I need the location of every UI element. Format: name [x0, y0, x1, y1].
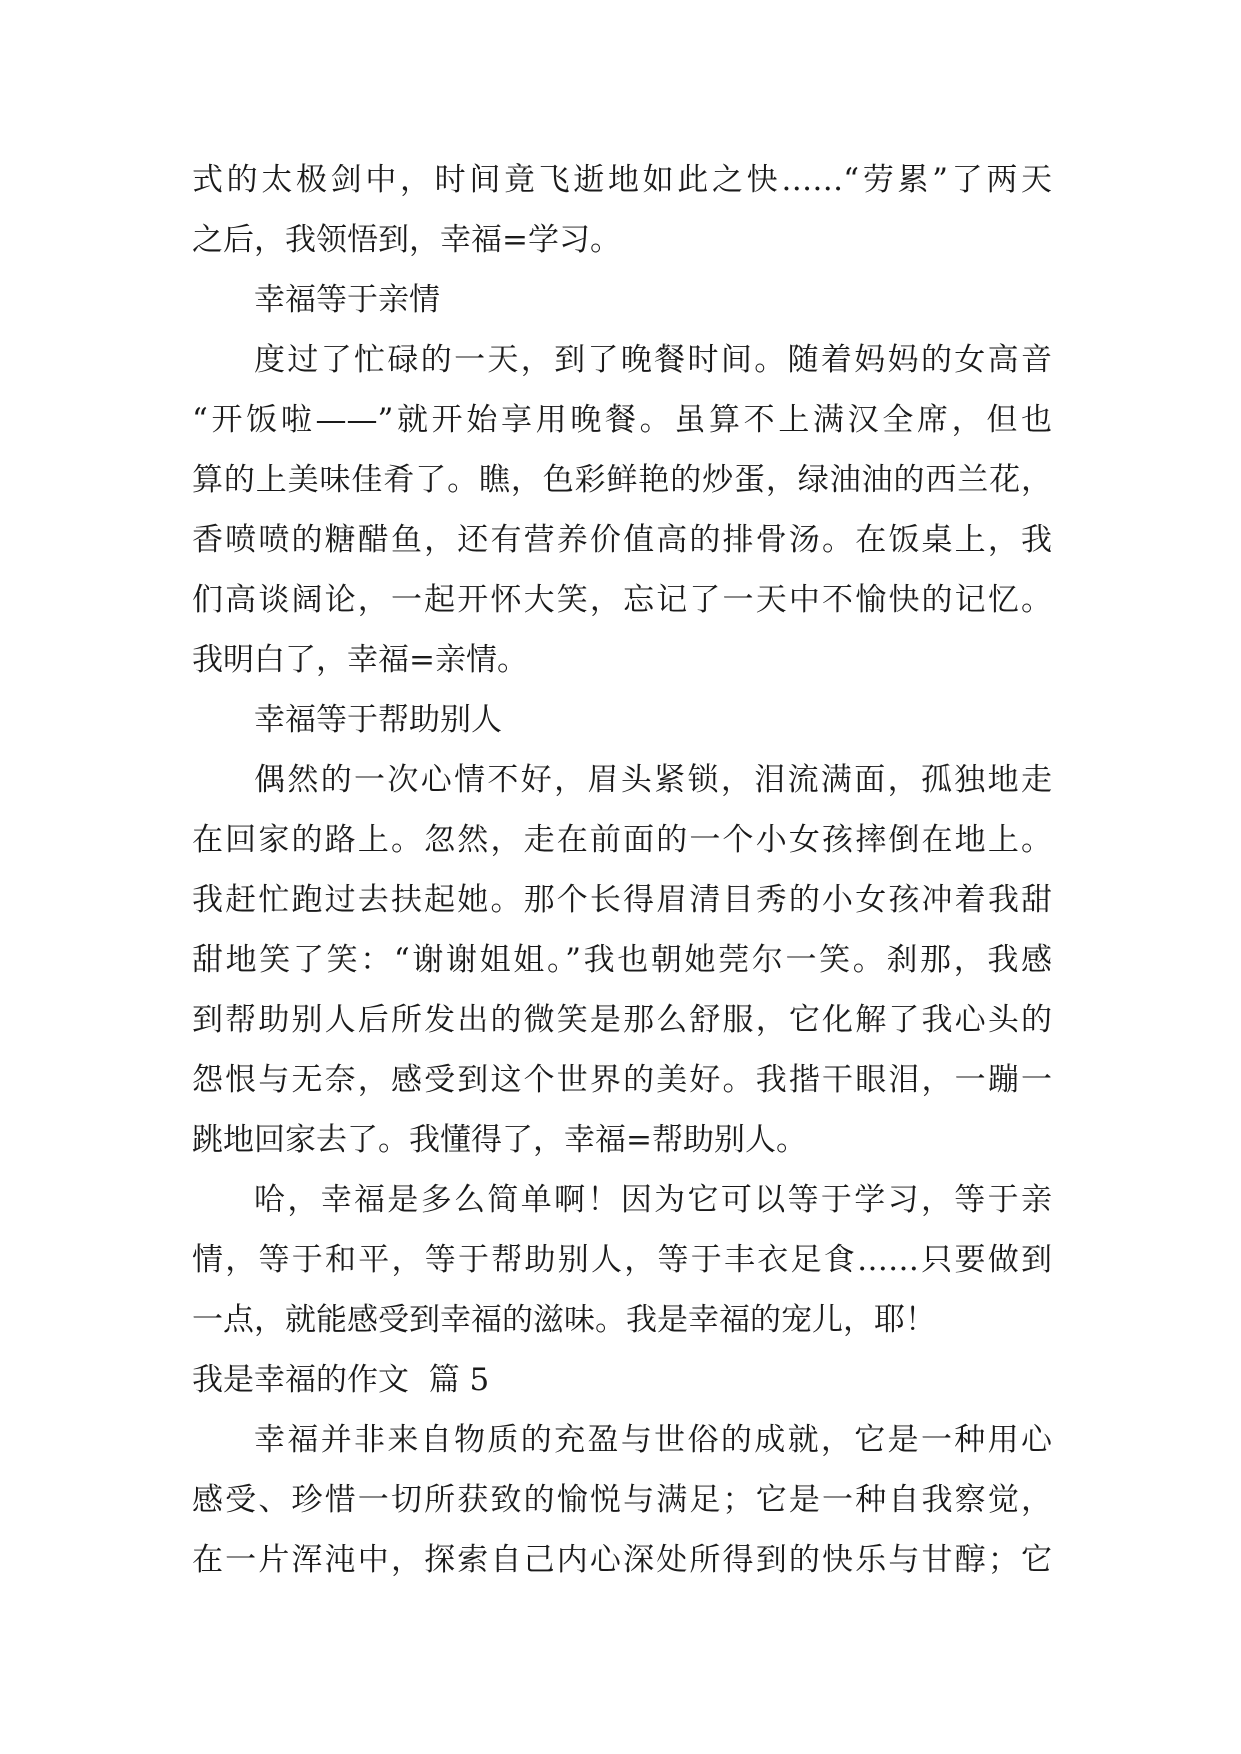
article-title: 我是幸福的作文 篇 5 [192, 1362, 490, 1398]
text-line: 情，等于和平，等于帮助别人，等于丰衣足食……只要做到 [192, 1242, 1052, 1278]
section-heading: 幸福等于帮助别人 [254, 702, 502, 738]
text-line: 偶然的一次心情不好，眉头紧锁，泪流满面，孤独地走 [254, 762, 1052, 798]
text-line: 感受、珍惜一切所获致的愉悦与满足；它是一种自我察觉， [192, 1482, 1052, 1518]
text-line: “开饭啦——”就开始享用晚餐。虽算不上满汉全席，但也 [192, 402, 1052, 438]
text-line: 式的太极剑中，时间竟飞逝地如此之快……“劳累”了两天 [192, 162, 1052, 198]
text-line: 之后，我领悟到，幸福=学习。 [192, 222, 621, 258]
text-line: 算的上美味佳肴了。瞧，色彩鲜艳的炒蛋，绿油油的西兰花， [192, 462, 1052, 498]
text-line: 甜地笑了笑：“谢谢姐姐。”我也朝她莞尔一笑。刹那，我感 [192, 942, 1052, 978]
section-heading: 幸福等于亲情 [254, 282, 440, 318]
text-line: 怨恨与无奈，感受到这个世界的美好。我揩干眼泪，一蹦一 [192, 1062, 1052, 1098]
text-line: 一点，就能感受到幸福的滋味。我是幸福的宠儿，耶！ [192, 1302, 936, 1338]
text-line: 到帮助别人后所发出的微笑是那么舒服，它化解了我心头的 [192, 1002, 1052, 1038]
text-line: 们高谈阔论，一起开怀大笑，忘记了一天中不愉快的记忆。 [192, 582, 1052, 618]
text-line: 跳地回家去了。我懂得了，幸福=帮助别人。 [192, 1122, 807, 1158]
text-line: 我赶忙跑过去扶起她。那个长得眉清目秀的小女孩冲着我甜 [192, 882, 1052, 918]
text-line: 我明白了，幸福=亲情。 [192, 642, 528, 678]
text-line: 度过了忙碌的一天，到了晚餐时间。随着妈妈的女高音 [254, 342, 1052, 378]
text-line: 哈，幸福是多么简单啊！因为它可以等于学习，等于亲 [254, 1182, 1052, 1218]
text-line: 在回家的路上。忽然，走在前面的一个小女孩摔倒在地上。 [192, 822, 1052, 858]
text-line: 香喷喷的糖醋鱼，还有营养价值高的排骨汤。在饭桌上，我 [192, 522, 1052, 558]
text-line: 在一片浑沌中，探索自己内心深处所得到的快乐与甘醇；它 [192, 1542, 1052, 1578]
text-line: 幸福并非来自物质的充盈与世俗的成就，它是一种用心 [254, 1422, 1052, 1458]
